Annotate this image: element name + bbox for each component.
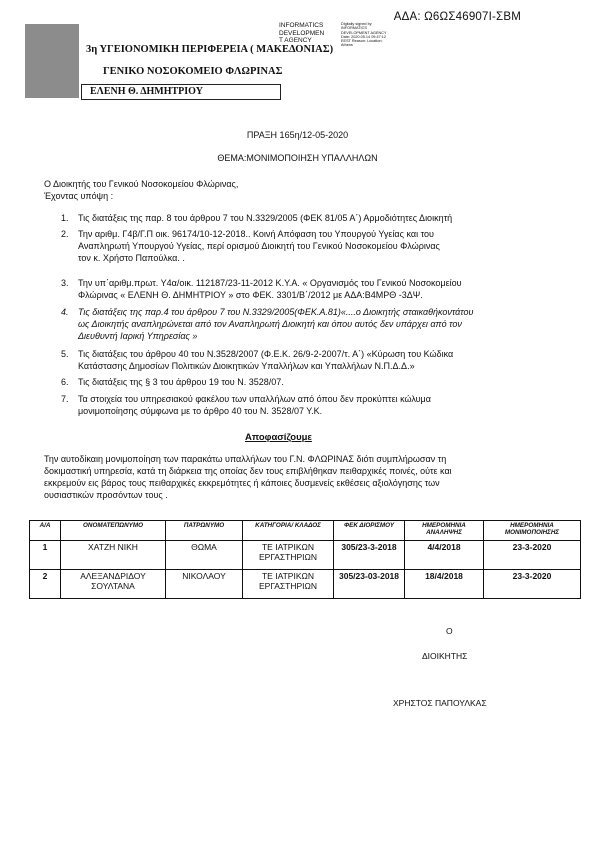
signature-title: ΔΙΟΙΚΗΤΗΣ [422, 651, 468, 661]
header-cell: ΟΝΟΜΑΤΕΠΩΝΥΜΟ [61, 521, 166, 541]
decision-heading: Αποφασίζουμε [245, 432, 312, 443]
table-cell: ΧΑΤΖΗ ΝΙΚΗ [61, 541, 166, 570]
list-item [61, 228, 548, 264]
list-line: Τις διατάξεις του άρθρου 40 του Ν.3528/2007 (Φ.Ε.Κ. 26/9-2-2007/τ. Α΄) «Κύρωση του Κώδικα [78, 349, 454, 359]
header-cell: Α/Α [30, 521, 61, 541]
list-line: Τις διατάξεις της § 3 του άρθρου 19 του Ν. 3528/07. [78, 377, 284, 387]
hospital-name-box [81, 84, 281, 100]
list-number: 6. [61, 377, 69, 387]
list-number: 2. [61, 229, 69, 239]
list-line: Φλώρινας « ΕΛΕΝΗ Θ. ΔΗΜΗΤΡΙΟΥ » στο ΦΕΚ. 3301/Β΄/2012 με ΑΔΑ:Β4ΜΡΘ -3ΔΨ. [78, 290, 423, 300]
table-cell: 305/23-03-2018 [334, 570, 405, 599]
list-line: τον κ. Χρήστο Παπούλκα. . [78, 253, 185, 263]
list-line: Την αριθμ. Γ4β/Γ.Π οικ. 96174/10-12-2018.. Κοινή Απόφαση του Υπουργού Υγείας και του [78, 229, 434, 239]
list-number: 5. [61, 349, 69, 359]
stamp-small-text: Digitally signed by INFORMATICS DEVELOPMENT AGENCY Date: 2020.05.14 09:47:12 EEST Reason: Location: Athens [341, 22, 387, 48]
list-line: ως Διοικητής αναπληρώνεται από τον Αναπληρωτή Διοικητή και όπου αυτός δεν υπάρχει από τον [78, 319, 462, 329]
hospital-heading: ΓΕΝΙΚΟ ΝΟΣΟΚΟΜΕΙΟ ΦΛΩΡΙΝΑΣ [103, 66, 283, 77]
list-item [61, 393, 548, 417]
list-line: Τα στοιχεία του υπηρεσιακού φακέλου των υπαλλήλων από όπου δεν προκύπτει κώλυμα [78, 394, 431, 404]
stamp-line: DEVELOPMEN [279, 29, 325, 37]
table-row [30, 570, 581, 599]
subject-line: ΘΕΜΑ:ΜΟΝΙΜΟΠΟΙΗΣΗ ΥΠΑΛΛΗΛΩΝ [217, 153, 378, 163]
table-cell: 23-3-2020 [484, 541, 581, 570]
list-number: 1. [61, 213, 69, 223]
hospital-name: ΕΛΕΝΗ Θ. ΔΗΜΗΤΡΙΟΥ [90, 86, 203, 97]
table-cell: 18/4/2018 [405, 570, 484, 599]
table-cell: 4/4/2018 [405, 541, 484, 570]
table-cell: ΑΛΕΞΑΝΔΡΙΔΟΥ ΣΟΥΛΤΑΝΑ [61, 570, 166, 599]
header-cell: ΗΜΕΡΟΜΗΝΙΑ ΜΟΝΙΜΟΠΟΙΗΣΗΣ [484, 521, 581, 541]
intro-line: Ο Διοικητής του Γενικού Νοσοκομείου Φλώρινας, [44, 179, 239, 189]
list-item [61, 348, 548, 372]
list-line: Τις διατάξεις της παρ. 8 του άρθρου 7 του Ν.3329/2005 (ΦΕΚ 81/05 Α΄) Αρμοδιότητες Διοικητή [78, 213, 453, 223]
header-cell: ΠΑΤΡΩΝΥΜΟ [166, 521, 243, 541]
list-line: Διευθυντή Ιαρική Υπηρεσίας » [78, 331, 198, 341]
ada-code: ΑΔΑ: Ω6ΩΣ46907Ι-ΣΒΜ [393, 11, 521, 23]
header-cell: ΗΜΕΡΟΜΗΝΙΑ ΑΝΑΛΗΨΗΣ [405, 521, 484, 541]
table-cell: ΤΕ ΙΑΤΡΙΚΩΝ ΕΡΓΑΣΤΗΡΙΩΝ [243, 570, 334, 599]
table-cell: ΘΩΜΑ [166, 541, 243, 570]
decision-line: ουσιαστικών προσόντων τους . [44, 490, 168, 500]
table-cell: ΝΙΚΟΛΑΟΥ [166, 570, 243, 599]
stamp-line: INFORMATICS [279, 22, 324, 29]
list-item [61, 306, 548, 342]
region-heading: 3η ΥΓΕΙΟΝΟΜΙΚΗ ΠΕΡΙΦΕΡΕΙΑ ( ΜΑΚΕΔΟΝΙΑΣ) [86, 44, 334, 55]
table-cell: 305/23-3-2018 [334, 541, 405, 570]
list-line: μονιμοποίησης σύμφωνα με το άρθρο 40 του Ν. 3528/07 Υ.Κ. [78, 406, 323, 416]
praxi-number: ΠΡΑΞΗ 165η/12-05-2020 [246, 130, 349, 140]
table-cell: 23-3-2020 [484, 570, 581, 599]
decision-paragraph [44, 453, 544, 501]
table-row [30, 541, 581, 570]
header-cell: ΚΑΤΗΓΟΡΙΑ/ ΚΛΑΔΟΣ [243, 521, 334, 541]
decision-line: Την αυτοδίκαιη μονιμοποίηση των παρακάτω υπαλλήλων του Γ.Ν. ΦΛΩΡΙΝΑΣ διότι συμπλήρωσαν τη [44, 454, 447, 464]
table-cell: 2 [30, 570, 61, 599]
decision-line: εκκρεμούν εις βάρος τους πειθαρχικές εκκρεμότητες ή κάποιες δυσμενείς εκθέσεις αξιολόγησης των [44, 478, 440, 488]
list-item [61, 212, 548, 224]
signature-name: ΧΡΗΣΤΟΣ ΠΑΠΟΥΛΚΑΣ [393, 698, 487, 708]
decision-line: δοκιμαστική υπηρεσία, κατά τη διάρκεια της οποίας δεν τους επιβλήθηκαν πειθαρχικές ποινές, ούτε και [44, 466, 452, 476]
header-cell: ΦΕΚ ΔΙΟΡΙΣΜΟΥ [334, 521, 405, 541]
table-header-row [30, 521, 581, 541]
hospital-logo [25, 24, 79, 98]
list-number: 4. [61, 307, 69, 317]
list-number: 7. [61, 394, 69, 404]
list-item [61, 277, 548, 301]
list-line: Την υπ΄αριθμ.πρωτ. Υ4α/οικ. 112187/23-11-2012 Κ.Υ.Α. « Οργανισμός του Γενικού Νοσοκομείου [78, 278, 462, 288]
list-line: Αναπληρωτή Υπουργού Υγείας, περί ορισμού Διοικητή του Γενικού Νοσοκομείου Φλώρινας [78, 241, 440, 251]
table-cell: 1 [30, 541, 61, 570]
list-number: 3. [61, 278, 69, 288]
signature-o: Ο [446, 626, 453, 636]
list-line: Τις διατάξεις της παρ.4 του άρθρου 7 του Ν.3329/2005(ΦΕΚ.Α.81)«....ο Διοικητής σταικαθήκοντάτου [78, 307, 474, 317]
table-cell: ΤΕ ΙΑΤΡΙΚΩΝ ΕΡΓΑΣΤΗΡΙΩΝ [243, 541, 334, 570]
employees-table [29, 520, 581, 599]
list-item [61, 376, 548, 388]
stamp-line: T AGENCY [279, 37, 312, 44]
list-line: Κατάστασης Δημοσίων Πολιτικών Διοικητικών Υπαλλήλων και Υπαλλήλων Ν.Π.Δ.Δ.» [78, 361, 415, 371]
intro-line: Έχοντας υπόψη : [44, 191, 114, 201]
